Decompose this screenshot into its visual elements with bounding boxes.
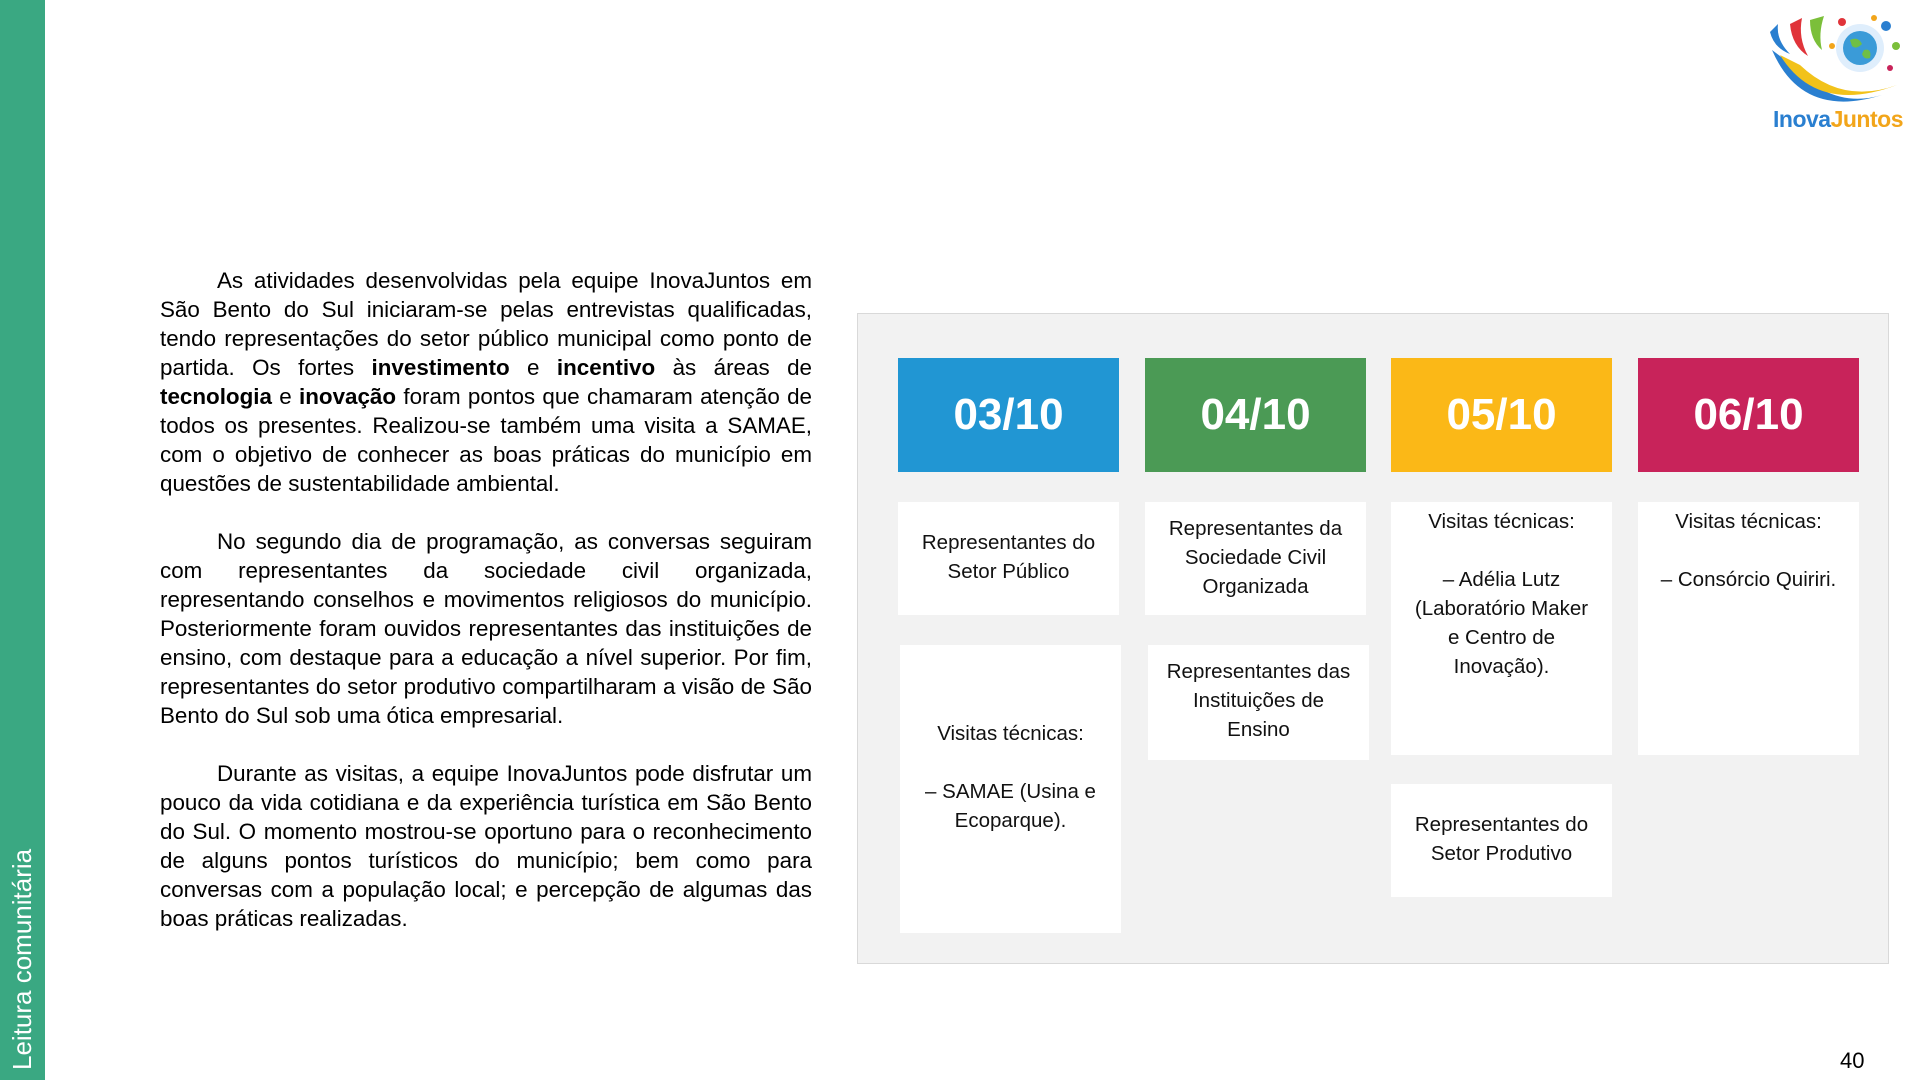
page-number: 40 (1840, 1048, 1865, 1073)
schedule-panel (857, 313, 1889, 964)
body-text (160, 266, 812, 962)
logo-graphic (1762, 10, 1914, 110)
day1-card-technical-visits: Visitas técnicas: – SAMAE (Usina e Ecoparque). (900, 645, 1121, 933)
date-header-04-10: 04/10 (1145, 358, 1366, 472)
day3-card-technical-visits: Visitas técnicas: – Adélia Lutz (Laboratório Maker e Centro de Inovação). (1391, 502, 1612, 755)
day1-card-public-sector: Representantes do Setor Público (898, 502, 1119, 615)
section-label: Leitura comunitária (7, 848, 37, 1070)
day3-card-productive-sector: Representantes do Setor Produtivo (1391, 784, 1612, 897)
paragraph-1: As atividades desenvolvidas pela equipe InovaJuntos em São Bento do Sul iniciaram-se pelas entrevistas qualificadas, tendo representações do setor público municipal como ponto de partida. Os fortes investimento e incentivo às áreas de tecnologia e inovação foram pontos que chamaram atenção de todos os presentes. Realizou-se também uma visita a SAMAE, com o objetivo de conhecer as boas práticas do município em questões de sustentabilidade ambiental. (160, 268, 812, 496)
day2-card-civil-society: Representantes da Sociedade Civil Organizada (1145, 502, 1366, 615)
paragraph-3: Durante as visitas, a equipe InovaJuntos pode disfrutar um pouco da vida cotidiana e da experiência turística em São Bento do Sul. O momento mostrou-se oportuno para o reconhecimento de alguns pontos turísticos do município; bem como para conversas com a população local; e percepção de algumas das boas práticas realizadas. (160, 761, 812, 931)
date-header-06-10: 06/10 (1638, 358, 1859, 472)
date-header-05-10: 05/10 (1391, 358, 1612, 472)
paragraph-2: No segundo dia de programação, as conversas seguiram com representantes da sociedade civil organizada, representando conselhos e movimentos religiosos do município. Posteriormente foram ouvidos representantes das instituições de ensino, com destaque para a educação a nível superior. Por fim, representantes do setor produtivo compartilharam a visão de São Bento do Sul sob uma ótica empresarial. (160, 529, 812, 728)
day4-card-technical-visits: Visitas técnicas: – Consórcio Quiriri. (1638, 502, 1859, 755)
day2-card-education: Representantes das Instituições de Ensino (1148, 645, 1369, 760)
logo-wordmark: InovaJuntos (1773, 106, 1903, 132)
side-bar (0, 0, 45, 1080)
date-header-03-10: 03/10 (898, 358, 1119, 472)
inovajuntos-logo (1762, 10, 1914, 138)
